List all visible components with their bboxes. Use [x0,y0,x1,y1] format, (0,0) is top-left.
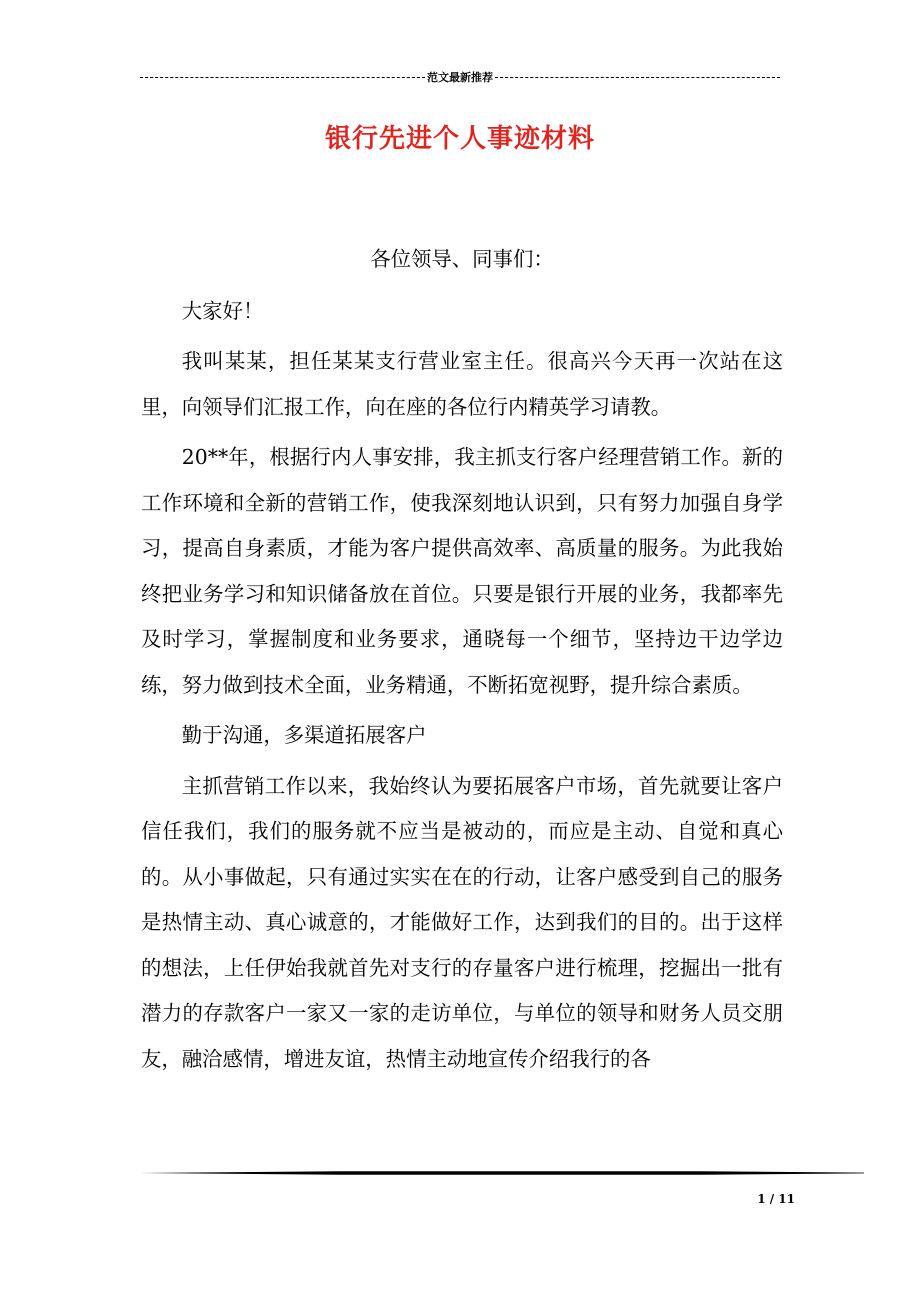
header-dash-right [495,77,780,78]
paragraph-marketing: 主抓营销工作以来，我始终认为要拓展客户市场，首先就要让客户信任我们，我们的服务就不应当是被动的，而应是主动、自觉和真心的。从小事做起，只有通过实实在在的行动，让客户感受到自己的服务是热情主动、真心诚意的，才能做好工作，达到我们的目的。出于这样的想法，上任伊始我就首先对支行的存量客户进行梳理，挖掘出一批有潜力的存款客户一家又一家的走访单位，与单位的领导和财务人员交朋友，融洽感情，增进友谊，热情主动地宣传介绍我行的各 [141,773,783,1071]
footer-rule [140,1168,864,1178]
paragraph-greeting: 大家好！ [181,298,264,323]
paragraph-introduction: 我叫某某，担任某某支行营业室主任。很高兴今天再一次站在这里，向领导们汇报工作，向在座的各位行内精英学习请教。 [141,349,783,419]
header-dash-left [140,77,425,78]
document-title: 银行先进个人事迹材料 [324,124,595,154]
footer-rule-graphic [140,1168,864,1178]
paragraph-learning: 20**年，根据行内人事安排，我主抓支行客户经理营销工作。新的工作环境和全新的营销工作，使我深刻地认识到，只有努力加强自身学习，提高自身素质，才能为客户提供高效率、高质量的服务。为此我始终把业务学习和知识储备放在首位。只要是银行开展的业务，我都率先及时学习，掌握制度和业务要求，通晓每一个细节，坚持边干边学边练，努力做到技术全面，业务精通，不断拓宽视野，提升综合素质。 [141,445,783,697]
page-header [140,67,780,87]
page-number: 1 / 11 [757,1192,795,1206]
salutation: 各位领导、同事们： [370,247,554,271]
section-heading: 勤于沟通，多渠道拓展客户 [181,723,427,747]
header-label: 范文最新推荐 [427,71,493,84]
document-body [141,237,783,1082]
